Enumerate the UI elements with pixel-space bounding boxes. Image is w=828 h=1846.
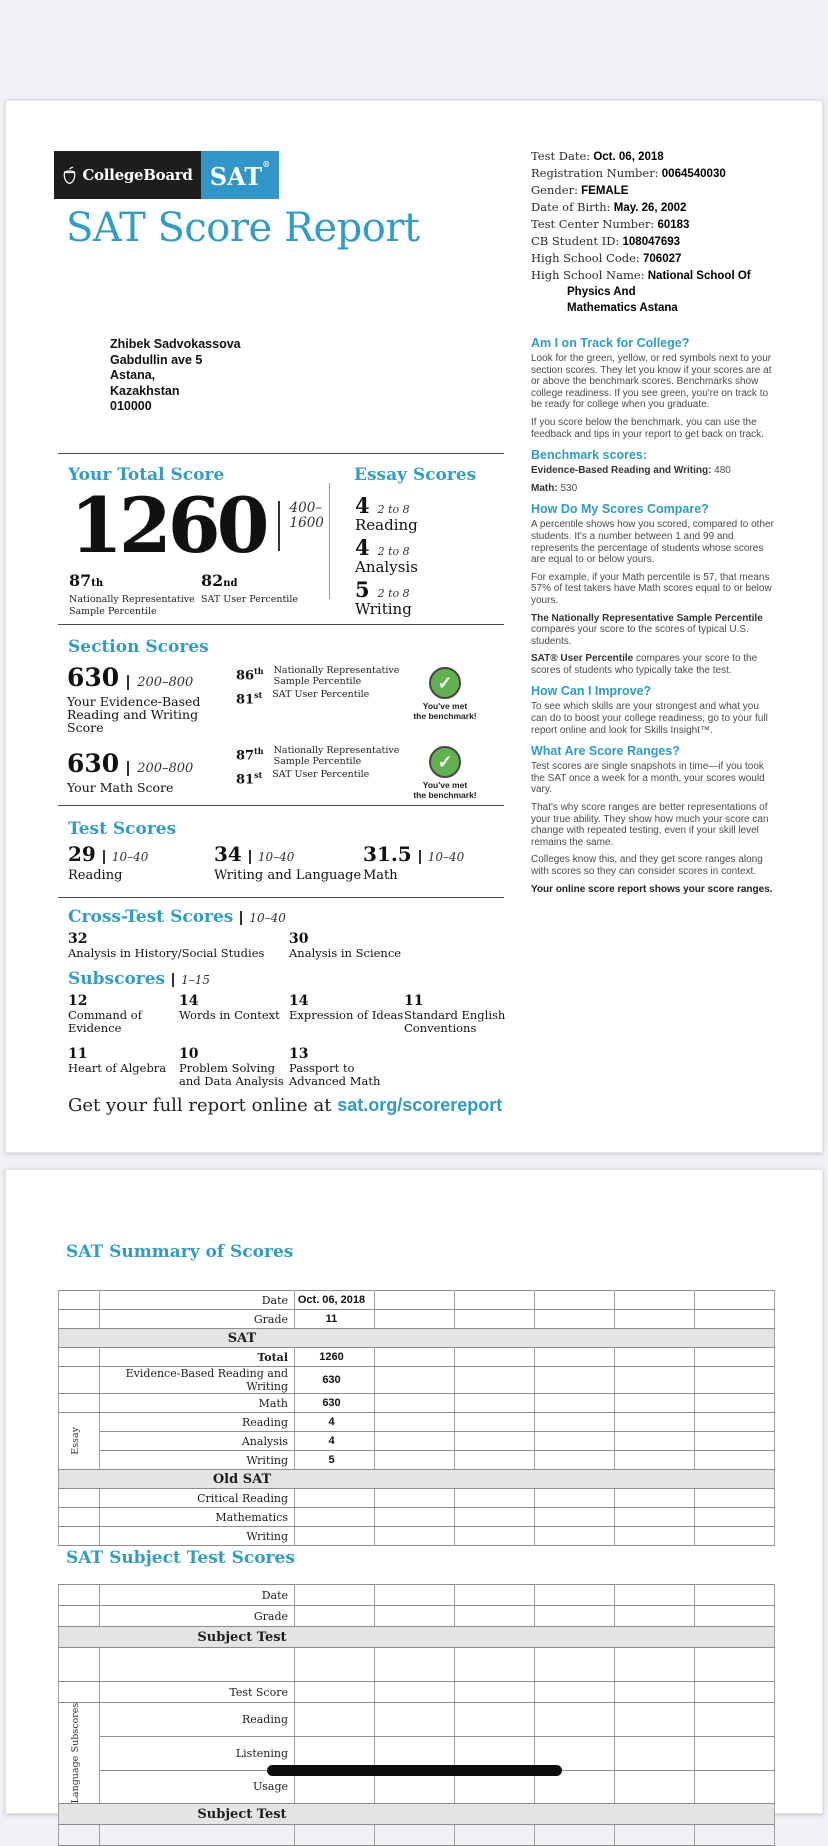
- subscore-words-in-context: 14 Words in Context: [179, 993, 280, 1022]
- total-score-value: 1260: [70, 481, 266, 570]
- info-row: Test Date: Oct. 06, 2018: [531, 149, 664, 163]
- total-percentile-1: 87th Nationally Representative Sample Percentile: [69, 571, 195, 617]
- table-row: Test Score: [59, 1682, 775, 1703]
- section-percentiles-math: 87th Nationally Representative Sample Percentile 81st SAT User Percentile: [236, 745, 400, 788]
- essay-scores-heading: Essay Scores: [354, 465, 477, 485]
- score-report-page-2: [5, 1169, 823, 1822]
- aside-paragraph: For example, if your Math percentile is 57, that means 57% of test takers have Math scores equal to or below yours.: [531, 571, 772, 606]
- table-row: Critical Reading: [59, 1489, 775, 1508]
- info-row: Gender: FEMALE: [531, 183, 629, 197]
- test-scores-heading: Test Scores: [68, 819, 177, 839]
- table-row: [59, 1648, 775, 1682]
- info-row: Test Center Number: 60183: [531, 217, 690, 231]
- table-row: Date: [59, 1585, 775, 1606]
- cross-test-2: 30 Analysis in Science: [289, 931, 402, 960]
- aside-paragraph: Your online score report shows your score ranges.: [531, 883, 773, 895]
- benchmark-ebrw: Evidence-Based Reading and Writing: 480: [531, 465, 731, 477]
- table-row: Grade: [59, 1606, 775, 1627]
- aside-heading: How Can I Improve?: [531, 684, 652, 699]
- high-school-name-wrap: Physics And: [567, 286, 636, 298]
- aside-paragraph: Look for the green, yellow, or red symbols next to your section scores. They let you know if your scores are at or above the benchmark scores. Benchmarks show college readiness. If you see green, you're on track to be ready for college when you graduate.: [531, 353, 772, 411]
- total-score-heading: Your Total Score: [68, 465, 225, 485]
- table-row: Evidence-Based Reading and Writing 630: [59, 1367, 775, 1394]
- sat-subject-test-table: [58, 1584, 775, 1846]
- divider: [58, 897, 504, 898]
- aside-paragraph: Colleges know this, and they get score ranges along with scores so they can consider scores in context.: [531, 854, 763, 877]
- home-indicator[interactable]: [267, 1765, 562, 1776]
- table-band-row: Subject Test: [59, 1804, 775, 1825]
- subscore-standard-english: 11 Standard English Conventions: [404, 993, 506, 1035]
- subscore-passport-advanced-math: 13 Passport to Advanced Math: [289, 1046, 381, 1088]
- table-row: Usage: [59, 1770, 775, 1804]
- page-title: SAT Score Report: [66, 205, 420, 251]
- benchmark-math: Math: 530: [531, 482, 578, 494]
- sat-summary-table: [58, 1290, 775, 1546]
- table-band-row: Old SAT: [59, 1470, 775, 1489]
- info-row: Registration Number: 0064540030: [531, 166, 726, 180]
- subscores-heading: Subscores 1–15: [68, 969, 211, 989]
- aside-paragraph: If you score below the benchmark, you can use the feedback and tips in your report to get back on track.: [531, 416, 764, 440]
- subscore-command-of-evidence: 12 Command of Evidence: [68, 993, 142, 1035]
- divider: [58, 624, 504, 625]
- cross-test-heading: Cross-Test Scores 10–40: [68, 907, 286, 927]
- score-report-page-1: [5, 100, 823, 1153]
- info-row: High School Code: 706027: [531, 251, 682, 265]
- section-percentiles-ebrw: 86th Nationally Representative Sample Percentile 81st SAT User Percentile: [236, 665, 400, 708]
- aside-paragraph: Test scores are single snapshots in time—if you took the SAT once a week for a month, your scores would vary.: [531, 761, 765, 796]
- aside-heading: How Do My Scores Compare?: [531, 502, 709, 517]
- essay-score-writing: 5 2 to 8 Writing: [355, 577, 412, 618]
- table-row: Writing: [59, 1527, 775, 1546]
- table-row: [59, 1825, 775, 1846]
- info-row: Date of Birth: May. 26, 2002: [531, 200, 687, 214]
- checkmark-icon: ✓: [429, 746, 461, 778]
- essay-score-reading: 4 2 to 8 Reading: [355, 493, 418, 534]
- benchmark-indicator-math: ✓ You've met the benchmark!: [410, 746, 480, 800]
- aside-heading: Am I on Track for College?: [531, 336, 690, 350]
- table-row: Math 630: [59, 1394, 775, 1413]
- table-row: Analysis 4: [59, 1432, 775, 1451]
- test-score-writing-language: 34 10–40 Writing and Language: [214, 842, 362, 883]
- test-score-math: 31.5 10–40 Math: [363, 842, 465, 883]
- divider: [58, 453, 504, 454]
- section-score-ebrw: 630 200–800 Your Evidence-Based Reading and Writing Score: [67, 663, 201, 735]
- subject-test-heading: SAT Subject Test Scores: [66, 1548, 295, 1568]
- table-band-row: SAT: [59, 1329, 775, 1348]
- subscore-expression-of-ideas: 14 Expression of Ideas: [289, 993, 404, 1022]
- scorereport-link[interactable]: sat.org/scorereport: [337, 1095, 503, 1115]
- aside-paragraph: The Nationally Representative Sample Percentile compares your score to the scores of typical U.S. students.: [531, 612, 763, 647]
- acorn-icon: [62, 166, 77, 185]
- divider: [58, 805, 504, 806]
- language-subscores-group-label: Language Subscores: [70, 1703, 81, 1804]
- section-score-math: 630 200–800 Your Math Score: [67, 749, 194, 795]
- aside-paragraph: To see which skills are your strongest and what you can do to boost your college readiness, go to your full report online and look for Skills Insight™.: [531, 701, 768, 736]
- aside-paragraph: SAT® User Percentile compares your score to the scores of students who typically take the test.: [531, 653, 758, 676]
- test-score-reading: 29 10–40 Reading: [68, 842, 149, 883]
- high-school-name-wrap: Mathematics Astana: [567, 302, 678, 314]
- table-row: Grade 11: [59, 1310, 775, 1329]
- aside-paragraph: A percentile shows how you scored, compared to other students. It's a number between 1 and 99 and represents the percentage of students whose scores are equal to or below yours.: [531, 519, 774, 566]
- guidance-column: [531, 337, 774, 901]
- table-row: Date Oct. 06, 2018: [59, 1291, 775, 1310]
- section-scores-heading: Section Scores: [68, 637, 209, 657]
- table-row: Listening: [59, 1736, 775, 1770]
- registered-mark: ®: [262, 159, 271, 169]
- table-row: Total 1260: [59, 1348, 775, 1367]
- total-score-range: 400– 1600: [278, 501, 324, 551]
- info-row: CB Student ID: 108047693: [531, 234, 681, 248]
- aside-heading: Benchmark scores:: [531, 448, 648, 463]
- table-band-row: Subject Test: [59, 1627, 775, 1648]
- mailing-address: Zhibek Sadvokassova Gabdullin ave 5 Astana, Kazakhstan 010000: [110, 337, 241, 413]
- footer-report-link-line: Get your full report online at sat.org/scorereport: [68, 1095, 503, 1116]
- divider: [329, 483, 330, 599]
- table-row: Writing 5: [59, 1451, 775, 1470]
- summary-table-heading: SAT Summary of Scores: [66, 1242, 294, 1262]
- essay-group-label: Essay: [70, 1427, 81, 1455]
- table-row: Mathematics: [59, 1508, 775, 1527]
- table-row: Language Subscores Reading: [59, 1703, 775, 1737]
- cross-test-1: 32 Analysis in History/Social Studies: [68, 931, 265, 960]
- aside-heading: What Are Score Ranges?: [531, 744, 680, 759]
- sat-wordmark: SAT®: [209, 159, 271, 191]
- sat-logo-box: [201, 151, 279, 199]
- student-info-block: [531, 148, 791, 316]
- aside-paragraph: That's why score ranges are better representations of your true ability. They show how much your score can change with repeated testing, even if your skill level remains the same.: [531, 802, 769, 848]
- table-row: Essay Reading 4: [59, 1413, 775, 1432]
- info-row: High School Name: National School Of: [531, 268, 751, 282]
- benchmark-indicator-ebrw: ✓ You've met the benchmark!: [410, 667, 480, 721]
- subscore-heart-of-algebra: 11 Heart of Algebra: [68, 1046, 167, 1075]
- total-score: [70, 481, 324, 570]
- subscore-problem-solving: 10 Problem Solving and Data Analysis: [179, 1046, 284, 1088]
- total-percentile-2: 82nd SAT User Percentile: [201, 571, 298, 605]
- essay-score-analysis: 4 2 to 8 Analysis: [355, 535, 418, 576]
- collegeboard-logo: [54, 151, 201, 199]
- checkmark-icon: ✓: [429, 667, 461, 699]
- collegeboard-wordmark: CollegeBoard: [82, 166, 193, 184]
